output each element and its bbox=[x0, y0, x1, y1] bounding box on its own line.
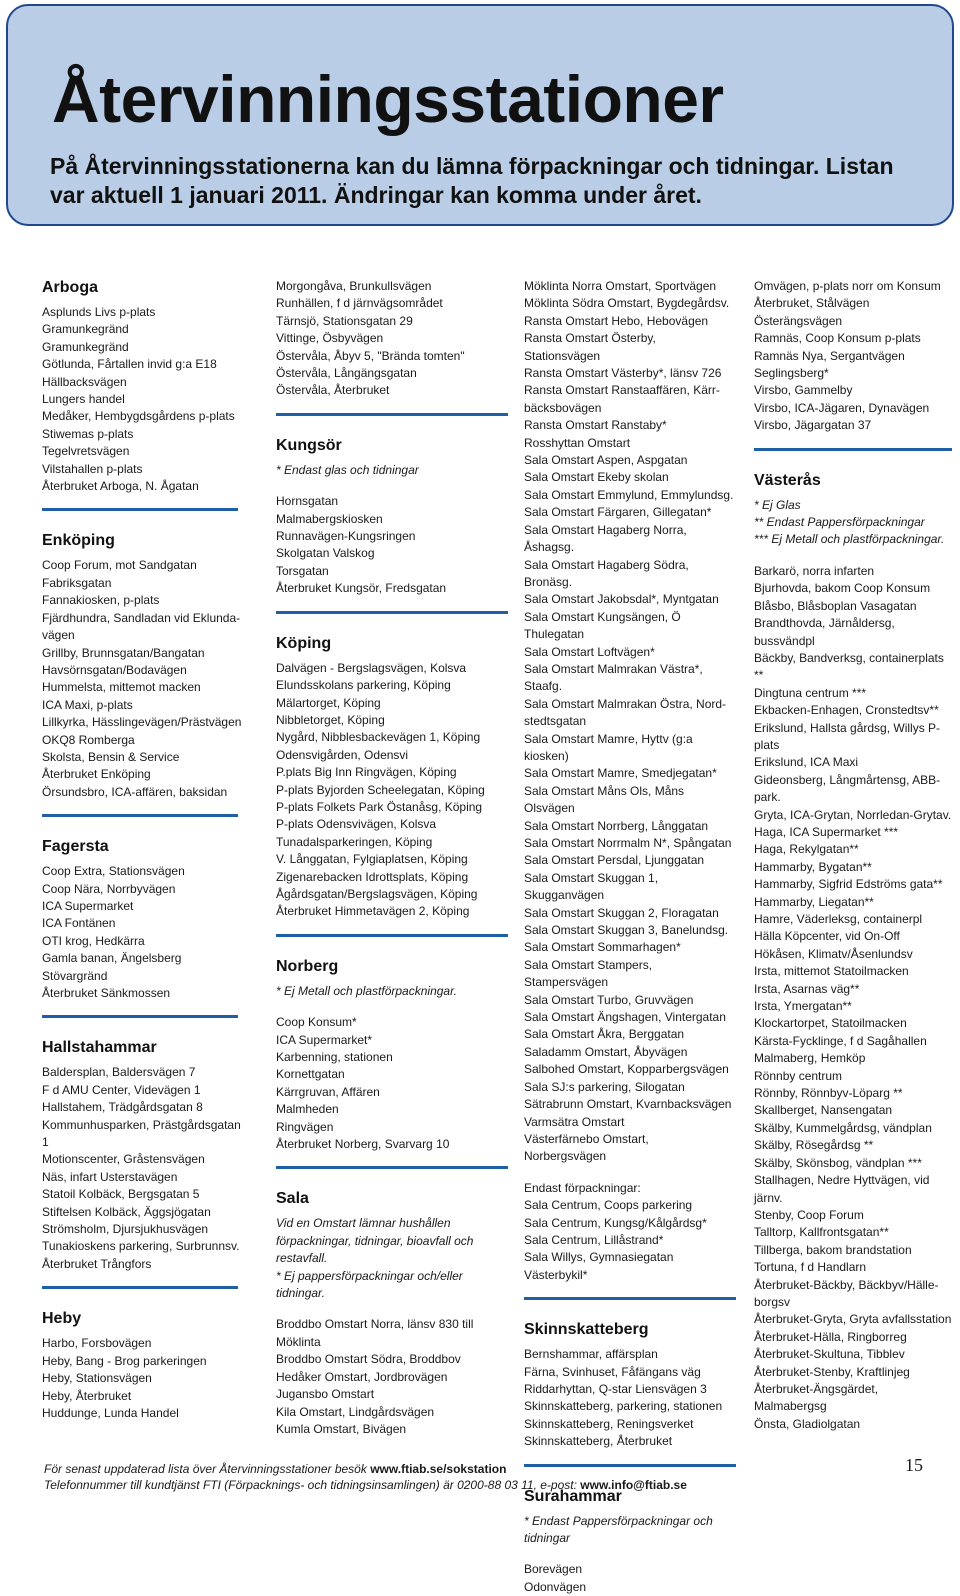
section-title-sala: Sala bbox=[276, 1190, 309, 1208]
list-sala-endast bbox=[524, 1197, 734, 1284]
list-item: Tunadalsparkeringen, Köping bbox=[276, 834, 433, 849]
list-item: Odonvägen bbox=[524, 1579, 587, 1594]
note-norberg: * Ej Metall och plastförpackningar. bbox=[276, 983, 457, 998]
list-item: Återbruket Himmetavägen 2, Köping bbox=[276, 904, 470, 919]
list-item: * Ej Glas bbox=[754, 497, 801, 512]
list-item: Sala Omstart Emmylund, Emmylundsg. bbox=[524, 487, 734, 502]
list-item: Runhällen, f d järnvägsområdet bbox=[276, 296, 443, 311]
list-item: Ramnäs Nya, Sergantvägen bbox=[754, 348, 905, 363]
note-sala-1: Vid en Omstart lämnar hushållen förpackningar, tidningar, bioavfall och restavfall. bbox=[276, 1216, 474, 1266]
list-item: Haga, Rekylgatan** bbox=[754, 842, 859, 857]
footer-line-2-text: Telefonnummer till kundtjänst FTI (Förpacknings- och tidningsinsamlingen) är 0200-88 03 11, e-post: bbox=[44, 1478, 581, 1492]
list-item: Kärsta-Fycklinge, f d Sagåhallen bbox=[754, 1033, 927, 1048]
list-item: Färna, Svinhuset, Fåfängans väg bbox=[524, 1364, 701, 1379]
list-item: Återbruket Sänkmossen bbox=[42, 986, 171, 1000]
list-item: Heby, Stationsvägen bbox=[42, 1371, 152, 1386]
section-kungsor bbox=[276, 436, 502, 598]
section-title-koping: Köping bbox=[276, 634, 332, 652]
section-arboga bbox=[42, 278, 242, 495]
list-item: Broddbo Omstart Södra, Broddbov bbox=[276, 1352, 461, 1367]
list-item: Elundsskolans parkering, Köping bbox=[276, 678, 451, 693]
list-item: Hällbacksvägen bbox=[42, 374, 127, 389]
list-item: Lungers handel bbox=[42, 392, 125, 407]
list-item: Österängsvägen bbox=[754, 313, 843, 328]
list-item: Bjurhovda, bakom Coop Konsum bbox=[754, 581, 931, 596]
list-item: Gryta, ICA-Grytan, Norrledan-Grytav. bbox=[754, 807, 952, 822]
list-item: ICA Maxi, p-plats bbox=[42, 697, 133, 712]
list-item: Grillby, Brunnsgatan/Bangatan bbox=[42, 645, 205, 660]
list-item: Borevägen bbox=[524, 1562, 583, 1577]
list-item: Skolsta, Bensin & Service bbox=[42, 749, 180, 764]
list-item: Malmabergskiosken bbox=[276, 511, 383, 526]
list-item: Sala Omstart Norrmalm N*, Spångatan bbox=[524, 836, 732, 850]
list-item: Runnavägen-Kungsringen bbox=[276, 529, 416, 544]
page-subtitle: På Återvinningsstationerna kan du lämna förpackningar och tidningar. Listan var aktuell 1 januari 2011. Ändringar kan komma under året. bbox=[50, 153, 894, 208]
list-item: Hamre, Väderleksg, containerpl bbox=[754, 912, 923, 926]
list-item: Återbruket Trångfors bbox=[42, 1256, 152, 1271]
list-item: Sala Omstart Skuggan 2, Floragatan bbox=[524, 905, 719, 920]
section-sala bbox=[276, 1189, 502, 1438]
list-item: ** Endast Pappersförpackningar bbox=[754, 515, 925, 530]
section-title-kungsor: Kungsör bbox=[276, 436, 342, 454]
list-item: Vilstahallen p-plats bbox=[42, 461, 143, 476]
list-item: Havsörnsgatan/Bodavägen bbox=[42, 662, 187, 677]
list-item: Huddunge, Lunda Handel bbox=[42, 1405, 179, 1420]
list-vasteras bbox=[754, 563, 954, 1433]
list-item: Stövargränd bbox=[42, 968, 108, 983]
section-divider bbox=[754, 448, 952, 451]
list-item: Irsta, Ymergatan** bbox=[754, 999, 852, 1014]
list-item: Hornsgatan bbox=[276, 494, 339, 509]
list-item: Mälartorget, Köping bbox=[276, 695, 381, 710]
list-item: Återbruket-Skultuna, Tibblev bbox=[754, 1347, 905, 1362]
section-divider bbox=[42, 814, 238, 817]
section-sala-cont bbox=[524, 278, 734, 1284]
list-item: OTI krog, Hedkärra bbox=[42, 933, 145, 948]
list-item: Dingtuna centrum *** bbox=[754, 685, 867, 700]
list-item: Sala Omstart Åkra, Berggatan bbox=[524, 1027, 685, 1042]
list-item: Sala Omstart Loftvägen* bbox=[524, 644, 655, 659]
list-item: Hammarby, Bygatan** bbox=[754, 859, 872, 874]
list-item: Östervåla, Återbruket bbox=[276, 383, 390, 398]
list-item: vägen bbox=[42, 628, 75, 643]
list-item: Seglingsberg* bbox=[754, 366, 829, 381]
list-kungsor bbox=[276, 493, 502, 597]
list-item: Zigenarebacken Idrottsplats, Köping bbox=[276, 869, 469, 884]
section-surahammar bbox=[524, 1487, 734, 1596]
list-item: Ringvägen bbox=[276, 1119, 334, 1134]
section-divider bbox=[276, 934, 508, 937]
list-item: Sala Omstart Färgaren, Gillegatan* bbox=[524, 505, 712, 520]
list-item: Sala Omstart Ekeby skolan bbox=[524, 470, 669, 485]
list-item: Tärnsjö, Stationsgatan 29 bbox=[276, 313, 413, 328]
list-item: Tillberga, bakom brandstation bbox=[754, 1242, 912, 1257]
list-item: Skälby, Kummelgårdsg, vändplan bbox=[754, 1120, 932, 1135]
list-item: Möklinta Södra Omstart, Bygdegårdsv. bbox=[524, 296, 730, 311]
list-item: Malmaberg, Hemköp bbox=[754, 1051, 866, 1066]
list-enkoping bbox=[42, 557, 242, 801]
list-item: Ågårdsgatan/Bergslagsvägen, Köping bbox=[276, 886, 478, 901]
list-item: Sala Centrum, Kungsg/Kålgårdsg* bbox=[524, 1215, 707, 1230]
list-skinnskatteberg bbox=[524, 1346, 734, 1450]
list-item: Götlunda, Fårtallen invid g:a E18 bbox=[42, 357, 217, 372]
list-item: Rönnby, Rönnbyv-Löparg ** bbox=[754, 1086, 903, 1101]
list-item: Broddbo Omstart Norra, länsv 830 till bbox=[276, 1317, 474, 1332]
list-item: Kumla Omstart, Bivägen bbox=[276, 1421, 407, 1436]
list-item: Heby, Återbruket bbox=[42, 1388, 132, 1403]
list-item: Ransta Omstart Västerby*, länsv 726 bbox=[524, 366, 722, 381]
list-item: Återbruket-Stenby, Kraftlinjeg bbox=[754, 1364, 910, 1379]
list-item: Möklinta bbox=[276, 1334, 321, 1349]
section-koping bbox=[276, 634, 502, 921]
list-item: Sala Omstart Måns Ols, Måns Olsvägen bbox=[524, 783, 685, 816]
list-item: Återbruket Norberg, Svarvarg 10 bbox=[276, 1137, 450, 1152]
list-item: Ramnäs, Coop Konsum p-plats bbox=[754, 331, 921, 346]
list-item: Önsta, Gladiolgatan bbox=[754, 1416, 861, 1431]
list-item: Gideonsberg, Långmårtensg, ABB-park. bbox=[754, 772, 941, 805]
list-item: Återbruket Kungsör, Fredsgatan bbox=[276, 581, 447, 596]
list-item: Virsbo, Gammelby bbox=[754, 383, 853, 398]
list-arboga bbox=[42, 304, 242, 495]
list-item: Sala Omstart Sommarhagen* bbox=[524, 940, 681, 955]
list-heby bbox=[42, 1335, 242, 1422]
list-item: Återbruket, Stålvägen bbox=[754, 296, 870, 311]
list-item: Sala Omstart Persdal, Ljunggatan bbox=[524, 853, 705, 868]
list-item: Hammarby, Liegatan** bbox=[754, 894, 874, 909]
list-item: Ransta Omstart Hebo, Hebovägen bbox=[524, 313, 709, 328]
list-item: Barkarö, norra infarten bbox=[754, 563, 875, 578]
section-title-skinnskatteberg: Skinnskatteberg bbox=[524, 1321, 649, 1339]
list-item: Stiwemas p-plats bbox=[42, 426, 134, 441]
list-item: Skinnskatteberg, Reningsverket bbox=[524, 1416, 694, 1431]
section-divider bbox=[276, 413, 508, 416]
section-fagersta bbox=[42, 837, 242, 1002]
section-enkoping bbox=[42, 531, 242, 801]
list-item: Blåsbo, Blåsboplan Vasagatan bbox=[754, 598, 917, 613]
list-item: Sala Omstart Kungsängen, Ö Thulegatan bbox=[524, 609, 681, 642]
list-item: Återbruket-Hälla, Ringborreg bbox=[754, 1329, 907, 1344]
list-item: Örsundsbro, ICA-affären, baksidan bbox=[42, 784, 228, 799]
list-item: Ekbacken-Enhagen, Cronstedtsv** bbox=[754, 703, 939, 718]
notes-vasteras bbox=[754, 497, 954, 549]
list-item: Kommunhusparken, Prästgårdsgatan 1 bbox=[42, 1117, 241, 1150]
list-norberg bbox=[276, 1014, 502, 1153]
list-item: P.plats Big Inn Ringvägen, Köping bbox=[276, 765, 457, 780]
list-item: Erikslund, Hallsta gårdsg, Willys P-plats bbox=[754, 720, 941, 752]
list-item: Skolgatan Valskog bbox=[276, 546, 375, 561]
list-item: Gamla banan, Ängelsberg bbox=[42, 951, 182, 966]
list-item: Coop Konsum* bbox=[276, 1015, 357, 1030]
list-item: Stiftelsen Kolbäck, Äggsjögatan bbox=[42, 1204, 211, 1219]
section-title-fagersta: Fagersta bbox=[42, 838, 109, 856]
footer-line-1 bbox=[44, 1461, 687, 1477]
list-item: Odensvigården, Odensvi bbox=[276, 747, 409, 762]
list-item: Västerbykil* bbox=[524, 1267, 588, 1282]
list-koping bbox=[276, 660, 502, 921]
list-item: Sala Omstart Hagaberg Södra, Bronäsg. bbox=[524, 557, 689, 589]
list-item: Fjärdhundra, Sandladan vid Eklunda- bbox=[42, 610, 241, 625]
list-item: Sala Omstart Hagaberg Norra, Åshagsg. bbox=[524, 522, 687, 555]
list-item: Coop Forum, mot Sandgatan bbox=[42, 558, 197, 573]
section-vasteras bbox=[754, 471, 954, 1434]
list-sala bbox=[276, 1316, 502, 1438]
list-item: Stallhagen, Nedre Hyttvägen, vid järnv. bbox=[754, 1173, 930, 1205]
list-item: Brandthovda, Järnåldersg, bussvändpl bbox=[754, 616, 895, 648]
list-item: bäcksbovägen bbox=[524, 400, 602, 415]
section-norberg bbox=[276, 957, 502, 1154]
column-3 bbox=[524, 278, 734, 1596]
column-2 bbox=[276, 278, 502, 1438]
list-item: Sala Omstart Malmrakan Östra, Nord- bbox=[524, 696, 727, 711]
section-title-vasteras: Västerås bbox=[754, 471, 821, 489]
note-kungsor: * Endast glas och tidningar bbox=[276, 462, 419, 477]
list-item: Omvägen, p-plats norr om Konsum bbox=[754, 279, 941, 293]
list-item: Kila Omstart, Lindgårdsvägen bbox=[276, 1404, 435, 1419]
list-item: V. Långgatan, Fylgiaplatsen, Köping bbox=[276, 852, 468, 867]
list-item: Skälby, Rösegårdsg ** bbox=[754, 1138, 874, 1153]
footer-email-link[interactable]: www.info@ftiab.se bbox=[580, 1478, 687, 1492]
list-hallstahammar bbox=[42, 1064, 242, 1273]
list-item: Återbruket-Gryta, Gryta avfallsstation bbox=[754, 1312, 952, 1327]
list-item: Bäckby, Bandverksg, containerplats ** bbox=[754, 650, 944, 683]
list-item: Saladamm Omstart, Åbyvägen bbox=[524, 1044, 688, 1059]
list-item: Rönnby centrum bbox=[754, 1068, 843, 1083]
list-item: Torsgatan bbox=[276, 563, 329, 578]
section-title-norberg: Norberg bbox=[276, 957, 339, 975]
list-item: Morgongåva, Brunkullsvägen bbox=[276, 279, 432, 293]
list-item: Ransta Omstart Ranstaaffären, Kärr- bbox=[524, 383, 720, 398]
list-item: Sala Centrum, Lillåstrand* bbox=[524, 1232, 664, 1247]
list-item: Statoil Kolbäck, Bergsgatan 5 bbox=[42, 1187, 200, 1202]
section-divider bbox=[276, 611, 508, 614]
page-number: 15 bbox=[905, 1455, 923, 1475]
list-item: Återbruket Arboga, N. Ågatan bbox=[42, 479, 199, 494]
list-item: *** Ej Metall och plastförpackningar. bbox=[754, 532, 945, 547]
list-item: Sala Omstart Skuggan 3, Banelundsg. bbox=[524, 923, 729, 938]
list-item: Sala Centrum, Coops parkering bbox=[524, 1198, 693, 1213]
list-item: Dalvägen - Bergslagsvägen, Kolsva bbox=[276, 660, 467, 675]
list-item: ICA Supermarket bbox=[42, 898, 134, 913]
list-item: Rosshyttan Omstart bbox=[524, 435, 631, 450]
section-divider bbox=[42, 1286, 238, 1289]
list-item: Klockartorpet, Statoilmacken bbox=[754, 1016, 907, 1031]
section-divider bbox=[42, 508, 238, 511]
section-heby-cont bbox=[276, 278, 502, 400]
section-title-hallstahammar: Hallstahammar bbox=[42, 1039, 157, 1057]
list-item: Kärrgruvan, Affären bbox=[276, 1084, 380, 1099]
list-item: Sala Omstart Malmrakan Västra*, Staafg. bbox=[524, 661, 703, 694]
list-item: Näs, infart Usterstavägen bbox=[42, 1169, 178, 1184]
list-item: Harbo, Forsbovägen bbox=[42, 1336, 152, 1351]
list-item: Nygård, Nibblesbackevägen 1, Köping bbox=[276, 730, 481, 745]
section-title-surahammar: Surahammar bbox=[524, 1487, 622, 1505]
list-item: OKQ8 Romberga bbox=[42, 732, 135, 747]
list-item: Tortuna, f d Handlarn bbox=[754, 1260, 867, 1275]
list-item: Hammarby, Sigfrid Edströms gata** bbox=[754, 877, 943, 892]
list-item: P-plats Byjorden Scheelegatan, Köping bbox=[276, 782, 485, 797]
list-item: Skallberget, Nansengatan bbox=[754, 1103, 893, 1118]
list-item: Skinnskatteberg, Återbruket bbox=[524, 1434, 673, 1449]
note-sala-2: * Ej pappersförpackningar och/eller tidningar. bbox=[276, 1268, 463, 1301]
column-1 bbox=[42, 278, 242, 1422]
list-item: Hälla Köpcenter, vid On-Off bbox=[754, 929, 900, 944]
list-item: Coop Nära, Norrbyvägen bbox=[42, 881, 176, 896]
list-item: Stenby, Coop Forum bbox=[754, 1207, 864, 1222]
list-item: Sala Omstart Mamre, Hyttv (g:a kiosken) bbox=[524, 731, 693, 763]
list-item: Återbruket-Bäckby, Bäckbyv/Hälle-borgsv bbox=[754, 1277, 939, 1309]
list-item: Möklinta Norra Omstart, Sportvägen bbox=[524, 279, 717, 293]
list-item: Vittinge, Ösbyvägen bbox=[276, 331, 384, 346]
page-title: Återvinningsstationer bbox=[52, 62, 724, 136]
list-item: P-plats Odensvivägen, Kolsva bbox=[276, 817, 437, 832]
list-item: Återbruket Enköping bbox=[42, 767, 151, 782]
section-divider bbox=[524, 1297, 736, 1300]
list-item: stedtsgatan bbox=[524, 714, 587, 729]
list-item: Sala Omstart Mamre, Smedjegatan* bbox=[524, 766, 717, 781]
list-item: Karbenning, stationen bbox=[276, 1050, 393, 1064]
list-fagersta bbox=[42, 863, 242, 1002]
endast-title: Endast förpackningar: bbox=[524, 1180, 641, 1195]
list-item: Sala Omstart Norrberg, Långgatan bbox=[524, 818, 709, 833]
list-item: F d AMU Center, Videvägen 1 bbox=[42, 1082, 201, 1097]
list-item: Asplunds Livs p-plats bbox=[42, 305, 156, 319]
section-divider bbox=[276, 1166, 508, 1169]
list-item: Sätrabrunn Omstart, Kvarnbacksvägen bbox=[524, 1097, 732, 1112]
list-item: Virsbo, Jägargatan 37 bbox=[754, 418, 872, 433]
list-item: ICA Fontänen bbox=[42, 916, 116, 931]
list-item: Hallstahem, Trädgårdsgatan 8 bbox=[42, 1100, 203, 1115]
list-item: Malmheden bbox=[276, 1102, 339, 1117]
list-item: Sala Omstart Stampers, Stampersvägen bbox=[524, 957, 653, 990]
list-item: Västerfärnebo Omstart, Norbergsvägen bbox=[524, 1131, 649, 1164]
section-divider bbox=[42, 1015, 238, 1018]
list-item: Medåker, Hembygdsgårdens p-plats bbox=[42, 409, 235, 424]
list-item: Sala Omstart Turbo, Gruvvägen bbox=[524, 992, 694, 1007]
list-item: Sala Omstart Ängshagen, Vintergatan bbox=[524, 1010, 726, 1025]
section-title-enkoping: Enköping bbox=[42, 532, 115, 550]
list-item: Haga, ICA Supermarket *** bbox=[754, 824, 899, 839]
list-surahammar-cont bbox=[754, 278, 954, 435]
list-sala-cont bbox=[524, 278, 734, 1166]
list-item: Ransta Omstart Österby, Stationsvägen bbox=[524, 331, 656, 363]
list-item: Sala Omstart Aspen, Aspgatan bbox=[524, 453, 688, 468]
list-item: Fabriksgatan bbox=[42, 575, 112, 590]
list-item: Virsbo, ICA-Jägaren, Dynavägen bbox=[754, 400, 930, 415]
list-item: Baldersplan, Baldersvägen 7 bbox=[42, 1065, 196, 1080]
list-item: Irsta, mittemot Statoilmacken bbox=[754, 964, 909, 979]
section-hallstahammar bbox=[42, 1038, 242, 1273]
list-surahammar bbox=[524, 1561, 734, 1596]
list-item: Motionscenter, Gråstensvägen bbox=[42, 1152, 205, 1167]
list-item: Riddarhyttan, Q-star Liensvägen 3 bbox=[524, 1381, 707, 1396]
section-title-arboga: Arboga bbox=[42, 279, 98, 296]
footer-website-link[interactable]: www.ftiab.se/sokstation bbox=[370, 1462, 507, 1476]
list-item: Skinnskatteberg, parkering, stationen bbox=[524, 1399, 723, 1414]
list-item: Sala SJ:s parkering, Silogatan bbox=[524, 1079, 685, 1094]
list-item: P-plats Folkets Park Östanåsg, Köping bbox=[276, 799, 483, 814]
note-surahammar: * Endast Pappersförpackningar och tidningar bbox=[524, 1513, 713, 1545]
list-item: Sala Willys, Gymnasiegatan bbox=[524, 1250, 674, 1265]
list-item: Tegelvretsvägen bbox=[42, 444, 130, 459]
list-item: Tunakioskens parkering, Surbrunnsv. bbox=[42, 1239, 240, 1254]
list-item: Hummelsta, mittemot macken bbox=[42, 680, 201, 695]
list-item: Talltorp, Kallfrontsgatan** bbox=[754, 1225, 889, 1240]
column-4 bbox=[754, 278, 954, 1433]
list-item: Jugansbo Omstart bbox=[276, 1387, 375, 1402]
list-item: Sala Omstart Skuggan 1, Skugganvägen bbox=[524, 870, 659, 903]
list-item: Irsta, Asarnas väg** bbox=[754, 981, 860, 996]
list-item: Ransta Omstart Ranstaby* bbox=[524, 418, 667, 433]
list-item: Heby, Bang - Brog parkeringen bbox=[42, 1353, 207, 1368]
list-item: Bernshammar, affärsplan bbox=[524, 1347, 658, 1362]
list-item: Gramunkegränd bbox=[42, 339, 129, 354]
list-item: Salbohed Omstart, Kopparbergsvägen bbox=[524, 1062, 729, 1077]
list-item: Kornettgatan bbox=[276, 1067, 345, 1082]
list-item: Östervåla, Åbyv 5, "Brända tomten" bbox=[276, 348, 465, 363]
list-item: Fannakiosken, p-plats bbox=[42, 593, 160, 608]
section-heby bbox=[42, 1309, 242, 1422]
section-skinnskatteberg bbox=[524, 1320, 734, 1450]
list-item: Erikslund, ICA Maxi bbox=[754, 755, 859, 770]
footer-line-1-text: För senast uppdaterad lista över Återvinningsstationer besök bbox=[44, 1462, 371, 1476]
list-item: Strömsholm, Djursjukhusvägen bbox=[42, 1222, 209, 1237]
list-item: ICA Supermarket* bbox=[276, 1032, 373, 1047]
list-heby-cont bbox=[276, 278, 502, 400]
footer bbox=[44, 1461, 687, 1493]
list-item: Hökåsen, Klimatv/Åsenlundsv bbox=[754, 946, 913, 961]
list-item: Varmsätra Omstart bbox=[524, 1114, 625, 1129]
list-item: Gramunkegränd bbox=[42, 322, 129, 337]
list-item: Återbruket-Ängsgärdet, Malmabergsg bbox=[754, 1381, 879, 1414]
list-item: Östervåla, Långängsgatan bbox=[276, 366, 417, 381]
list-item: Hedåker Omstart, Jordbrovägen bbox=[276, 1369, 448, 1384]
list-item: Coop Extra, Stationsvägen bbox=[42, 864, 185, 879]
list-item: Lillkyrka, Hässlingevägen/Prästvägen bbox=[42, 715, 242, 730]
section-surahammar-cont bbox=[754, 278, 954, 435]
list-item: Skälby, Skönsbog, vändplan *** bbox=[754, 1155, 922, 1170]
list-item: Sala Omstart Jakobsdal*, Myntgatan bbox=[524, 592, 719, 607]
list-item: Nibbletorget, Köping bbox=[276, 712, 385, 727]
section-title-heby: Heby bbox=[42, 1310, 82, 1328]
